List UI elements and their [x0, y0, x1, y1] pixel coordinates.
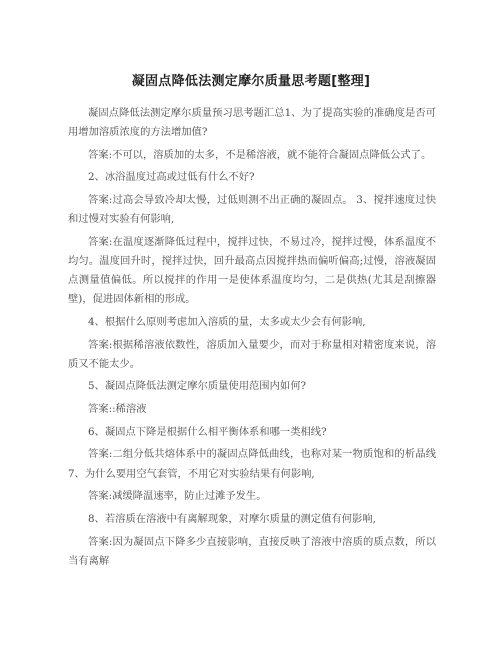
answer-paragraph: 答案:因为凝固点下降多少直接影响，直接反映了溶液中溶质的质点数，所以当有离解: [68, 535, 436, 567]
answer-paragraph: 答案:过高会导致冷却太慢，过低则测不出正确的凝固点。 3、搅拌速度过快和过慢对实验有何影响,: [68, 194, 436, 226]
question-paragraph: 6、凝固点下降是根据什么相平衡体系和哪一类相线?: [88, 425, 327, 438]
question-paragraph: 4、根据什么原则考虑加入溶质的量，太多或太少会有何影响,: [88, 315, 366, 328]
answer-paragraph: 答案:根据稀溶液依数性，溶质加入量要少，而对于称量相对精密度来说，溶质又不能太少。: [68, 338, 436, 370]
question-paragraph: 5、凝固点降低法测定摩尔质量使用范围内如何?: [88, 380, 307, 393]
question-paragraph: 2、冰浴温度过高或过低有什么不好?: [88, 171, 255, 184]
answer-paragraph: 答案:二组分低共熔体系中的凝固点降低曲线，也称对某一物质饱和的析晶线 7、为什么要用空气套管，不用它对实验结果有何影响,: [68, 448, 436, 480]
answer-paragraph: 答案:减缓降温速率，防止过滩予发生。: [88, 490, 267, 503]
answer-paragraph: 答案:在温度逐渐降低过程中，搅拌过快，不易过冷，搅拌过慢，体系温度不均匀。温度回升时，搅拌过快，回升最高点因搅拌热而偏听偏高;过慢，溶液凝固点测量值偏低。所以搅拌的作用一是使体系温度均匀，二是供热(尤其是刮擦器壁)，促进固体新相的形成。: [68, 235, 436, 306]
document-title: 凝固点降低法测定摩尔质量思考题[整理]: [131, 74, 371, 89]
answer-paragraph: 答案::稀溶液: [88, 403, 147, 416]
question-paragraph: 凝固点降低法测定摩尔质量预习思考题汇总1、为了提高实验的准确度是否可用增加溶质浓度的方法增加值?: [68, 107, 436, 139]
document-body: [68, 104, 436, 574]
answer-paragraph: 答案:不可以，溶质加的太多，不是稀溶液，就不能符合凝固点降低公式了。: [88, 148, 432, 161]
question-paragraph: 8、若溶质在溶液中有离解现象，对摩尔质量的测定值有何影响,: [88, 512, 376, 525]
